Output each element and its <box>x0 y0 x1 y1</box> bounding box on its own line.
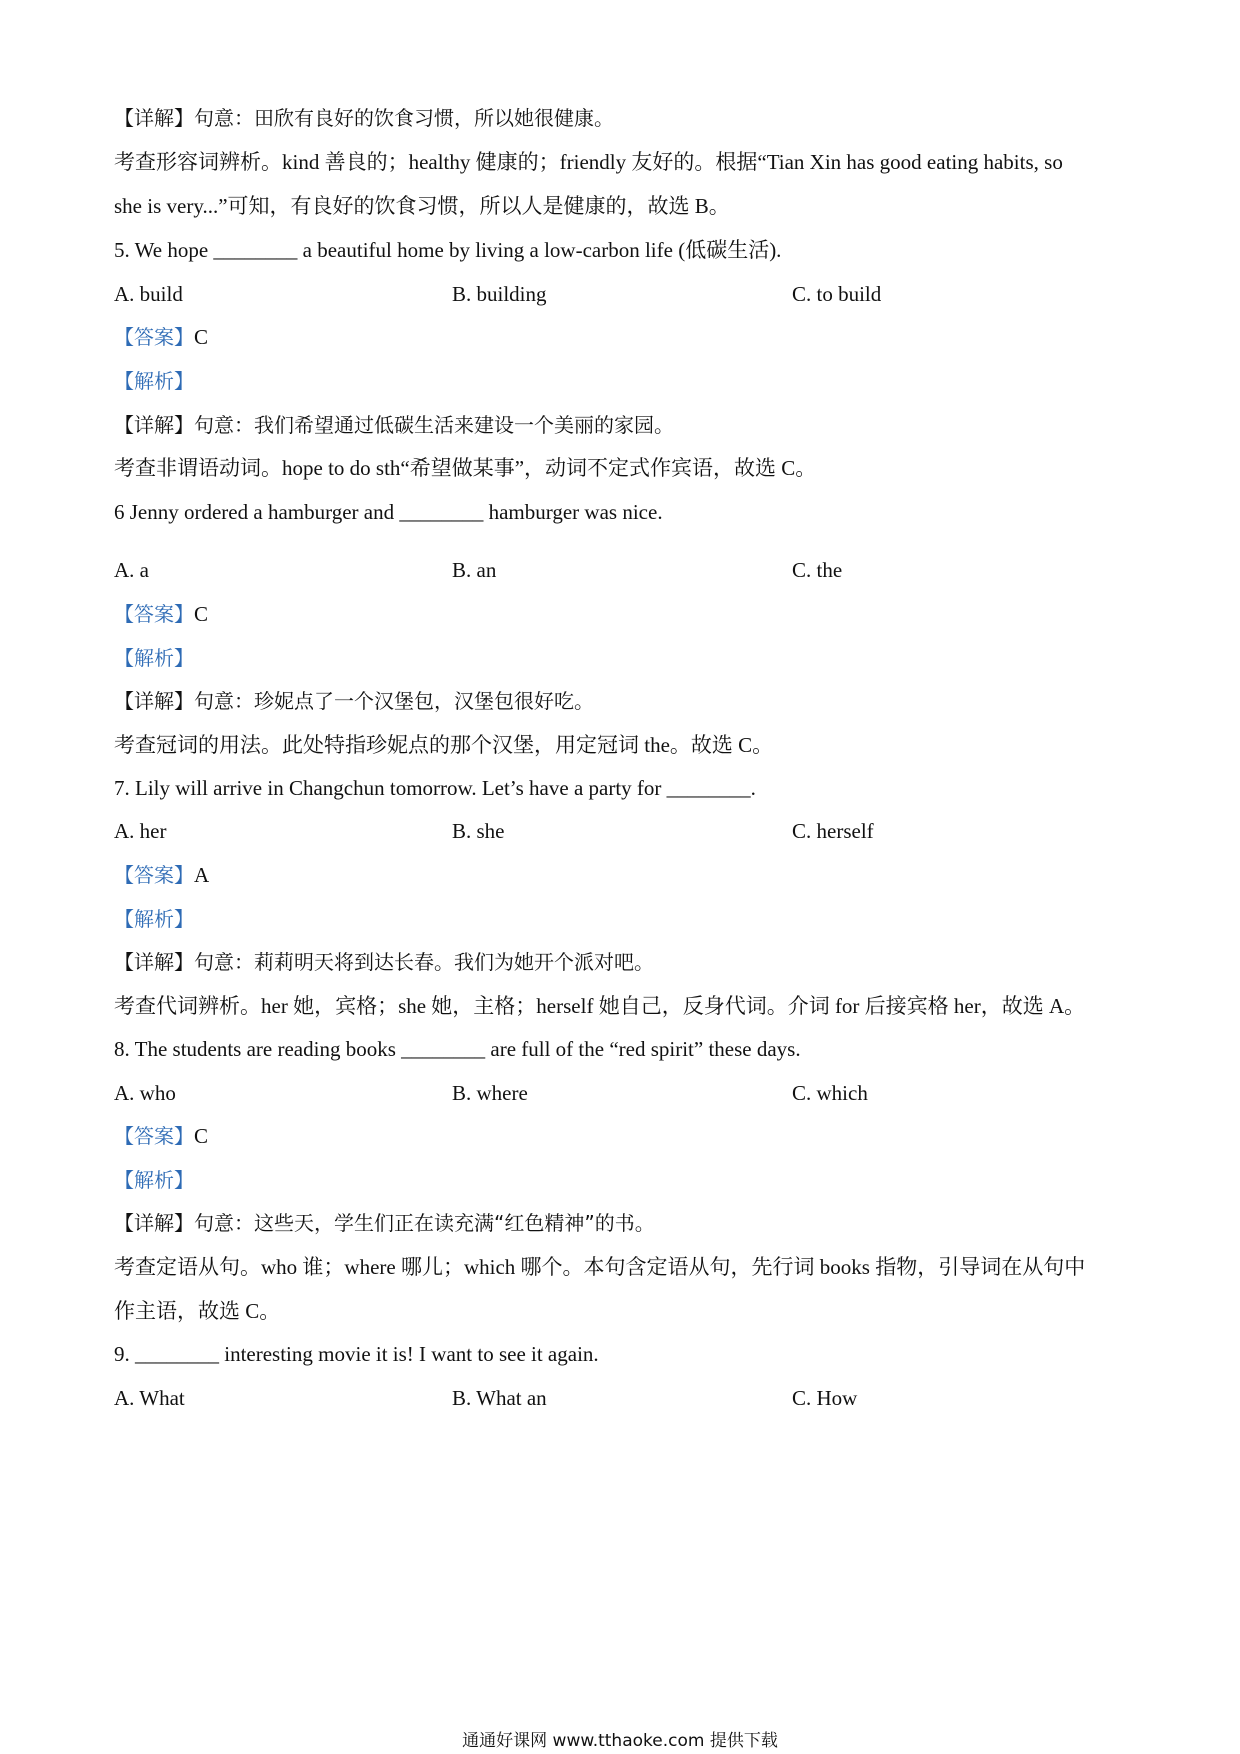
answer-tag: 【答案】 <box>114 1124 194 1148</box>
q7-option-a: A. her <box>114 819 167 843</box>
answer-tag: 【答案】 <box>114 325 194 349</box>
q4-detail-line <box>114 103 1140 133</box>
analysis-tag: 【解析】 <box>114 907 194 931</box>
q7-answer-line <box>114 860 1140 890</box>
q9-option-b: B. What an <box>452 1386 547 1410</box>
q5-analysis-tag-line <box>114 366 1140 396</box>
answer-tag: 【答案】 <box>114 602 194 626</box>
answer-value: C <box>194 602 209 626</box>
q7-stem: 7. Lily will arrive in Changchun tomorrow. Let’s have a party for ________. <box>114 776 756 800</box>
detail-text: 句意：珍妮点了一个汉堡包，汉堡包很好吃。 <box>194 689 594 713</box>
q5-option-b: B. building <box>452 282 547 306</box>
detail-text: 句意：田欣有良好的饮食习惯，所以她很健康。 <box>194 106 614 130</box>
q6-option-c: C. the <box>792 558 843 582</box>
q8-option-b: B. where <box>452 1081 528 1105</box>
q9-stem: 9. ________ interesting movie it is! I want to see it again. <box>114 1342 599 1366</box>
q8-answer-line <box>114 1121 1140 1151</box>
detail-text: 句意：莉莉明天将到达长春。我们为她开个派对吧。 <box>194 950 654 974</box>
detail-tag: 【详解】 <box>114 950 194 974</box>
q6-explanation: 考查冠词的用法。此处特指珍妮点的那个汉堡，用定冠词 the。故选 C。 <box>114 733 774 757</box>
answer-tag: 【答案】 <box>114 863 194 887</box>
q4-analysis-line-1: 考查形容词辨析。kind 善良的；healthy 健康的；friendly 友好的。根据“Tian Xin has good eating habits, so <box>114 150 1063 174</box>
q7-option-c: C. herself <box>792 819 874 843</box>
q9-option-c: C. How <box>792 1386 858 1410</box>
analysis-tag: 【解析】 <box>114 646 194 670</box>
q6-detail-line <box>114 686 1140 716</box>
q6-option-a: A. a <box>114 558 149 582</box>
detail-tag: 【详解】 <box>114 413 194 437</box>
detail-tag: 【详解】 <box>114 689 194 713</box>
q8-option-a: A. who <box>114 1081 176 1105</box>
q6-option-b: B. an <box>452 558 497 582</box>
q7-explanation: 考查代词辨析。her 她，宾格；she 她，主格；herself 她自己，反身代词。介词 for 后接宾格 her，故选 A。 <box>114 994 1086 1018</box>
q7-option-b: B. she <box>452 819 505 843</box>
detail-tag: 【详解】 <box>114 106 194 130</box>
q5-option-a: A. build <box>114 282 183 306</box>
q5-answer-line <box>114 322 1140 352</box>
q6-analysis-tag-line <box>114 643 1140 673</box>
q8-stem: 8. The students are reading books ________ are full of the “red spirit” these days. <box>114 1037 801 1061</box>
answer-value: A <box>194 863 210 887</box>
detail-text: 句意：这些天，学生们正在读充满“红色精神”的书。 <box>194 1211 655 1235</box>
detail-text: 句意：我们希望通过低碳生活来建设一个美丽的家园。 <box>194 413 674 437</box>
q6-stem: 6 Jenny ordered a hamburger and ________ hamburger was nice. <box>114 500 663 524</box>
q7-analysis-tag-line <box>114 904 1140 934</box>
answer-value: C <box>194 1124 209 1148</box>
q5-option-c: C. to build <box>792 282 882 306</box>
analysis-tag: 【解析】 <box>114 1168 194 1192</box>
q8-analysis-tag-line <box>114 1165 1140 1195</box>
detail-tag: 【详解】 <box>114 1211 194 1235</box>
q8-detail-line <box>114 1208 1140 1238</box>
page-footer: 通通好课网 www.tthaoke.com 提供下载 <box>462 1731 778 1751</box>
q4-analysis-line-2: she is very...”可知，有良好的饮食习惯，所以人是健康的，故选 B。 <box>114 194 730 218</box>
q5-detail-line <box>114 410 1140 440</box>
analysis-tag: 【解析】 <box>114 369 194 393</box>
q6-answer-line <box>114 599 1140 629</box>
q5-explanation: 考查非谓语动词。hope to do sth“希望做某事”，动词不定式作宾语，故选 C。 <box>114 456 817 480</box>
answer-value: C <box>194 325 209 349</box>
q9-option-a: A. What <box>114 1386 185 1410</box>
q7-detail-line <box>114 947 1140 977</box>
q8-explanation-line-2: 作主语，故选 C。 <box>114 1299 281 1323</box>
q8-explanation-line-1: 考查定语从句。who 谁；where 哪儿；which 哪个。本句含定语从句，先行词 books 指物，引导词在从句中 <box>114 1255 1086 1279</box>
q8-option-c: C. which <box>792 1081 868 1105</box>
q5-stem: 5. We hope ________ a beautiful home by living a low-carbon life (低碳生活). <box>114 238 782 262</box>
